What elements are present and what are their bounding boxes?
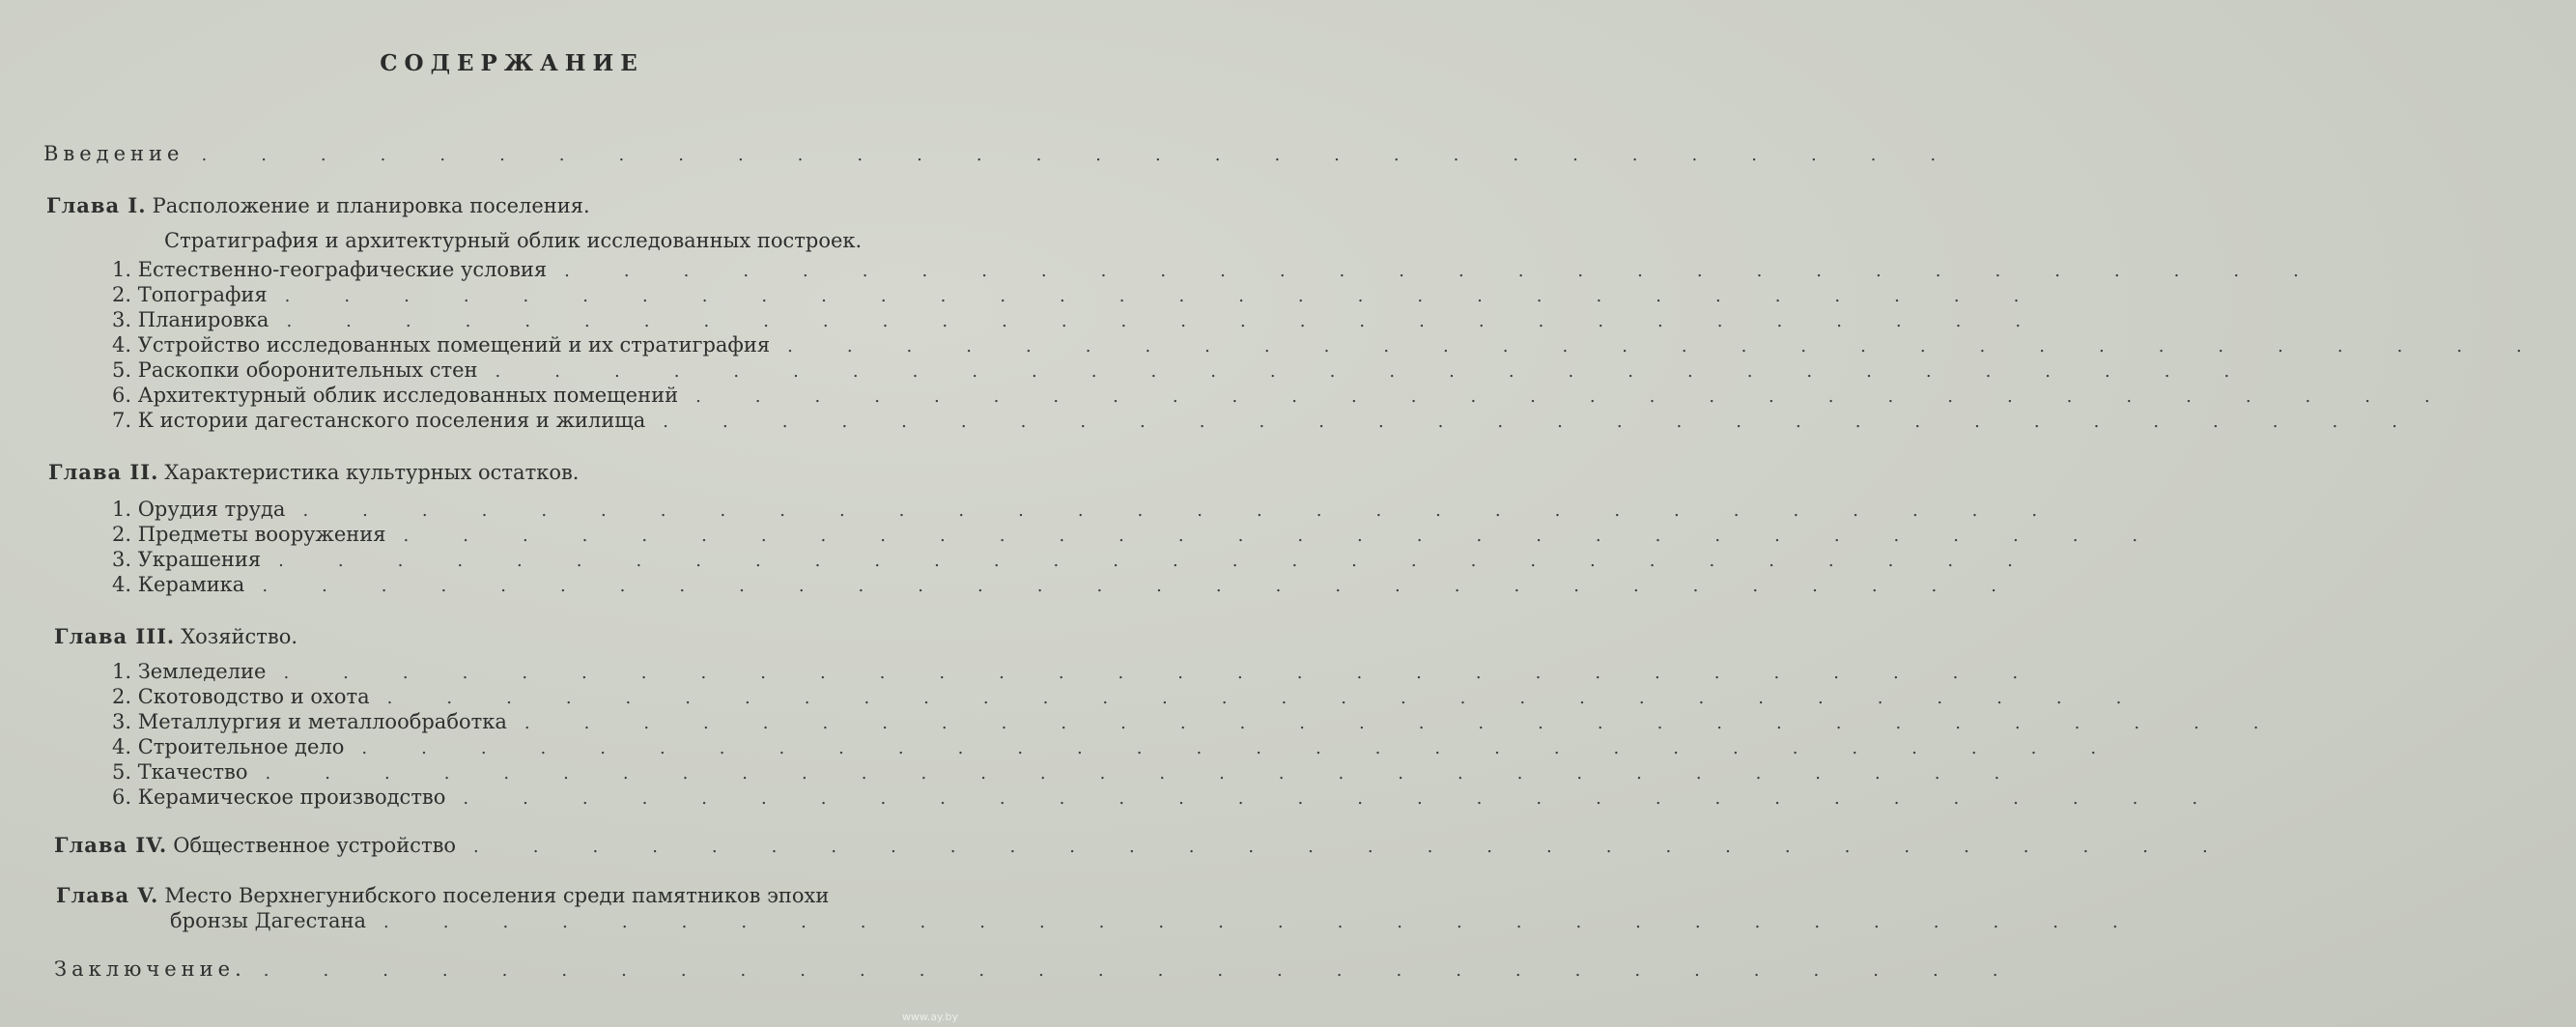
toc-item[interactable] — [112, 383, 2484, 408]
leader-dots: .............................. — [403, 526, 2193, 546]
leader-dots: .............................. — [564, 261, 2353, 281]
leader-dots: .............................. — [383, 912, 2172, 932]
toc-item[interactable] — [112, 659, 2073, 684]
watermark: www.ay.by — [901, 1011, 958, 1023]
toc-item-label: 4. Керамика — [112, 573, 245, 596]
toc-intro-label: Введение — [43, 142, 184, 165]
toc-item[interactable] — [112, 408, 2451, 433]
toc-item-label: 2. Предметы вооружения — [112, 523, 386, 546]
leader-dots: .............................. — [463, 788, 2252, 809]
leader-dots: .............................. — [695, 386, 2484, 407]
toc-item-label: 3. Металлургия и металлообработка — [112, 710, 507, 733]
chapter-title: Место Верхнегунибского поселения среди памятников эпохи — [164, 884, 830, 907]
toc-item[interactable] — [112, 357, 2284, 383]
chapter-title: Общественное устройство — [173, 834, 457, 857]
toc-item[interactable] — [112, 759, 2054, 785]
toc-chapter-4[interactable] — [54, 833, 2262, 858]
chapter-label: Глава IV. — [54, 833, 168, 857]
toc-item[interactable] — [112, 709, 2313, 734]
toc-item-label: 6. Архитектурный облик исследованных помещений — [112, 384, 679, 407]
leader-dots: .............................. — [265, 763, 2054, 784]
leader-dots: .............................. — [286, 311, 2076, 331]
toc-conclusion-label: Заключение. — [54, 957, 246, 981]
leader-dots: .............................. — [278, 551, 2067, 571]
leader-dots: .............................. — [263, 960, 2052, 981]
leader-dots: .............................. — [262, 576, 2051, 596]
toc-item-label: 7. К истории дагестанского поселения и жилища — [112, 409, 646, 432]
leader-dots: .............................. — [473, 837, 2262, 857]
toc-chapter-5[interactable] — [56, 883, 829, 908]
chapter-title-cont: бронзы Дагестана — [170, 909, 367, 932]
toc-item-label: 5. Раскопки оборонительных стен — [112, 358, 478, 382]
chapter-label: Глава V. — [56, 883, 159, 907]
toc-item[interactable] — [112, 522, 2193, 547]
toc-item[interactable] — [112, 332, 2576, 357]
toc-item-label: 1. Орудия труда — [112, 498, 286, 521]
chapter-label: Глава I. — [46, 193, 147, 217]
toc-item-label: 3. Планировка — [112, 308, 269, 331]
leader-dots: .............................. — [663, 412, 2451, 432]
chapter-title: Характеристика культурных остатков. — [164, 461, 580, 484]
toc-item-label: 1. Земледелие — [112, 660, 267, 683]
chapter-label: Глава II. — [48, 460, 159, 484]
toc-chapter-2[interactable] — [48, 460, 579, 485]
toc-item-label: 1. Естественно-географические условия — [112, 258, 548, 281]
toc-item[interactable] — [112, 785, 2252, 810]
toc-item[interactable] — [112, 547, 2067, 572]
leader-dots: .............................. — [787, 336, 2576, 357]
page-title: СОДЕРЖАНИЕ — [380, 50, 644, 76]
toc-chapter-1[interactable] — [46, 193, 590, 218]
leader-dots: .............................. — [524, 713, 2313, 733]
toc-item-label: 2. Скотоводство и охота — [112, 685, 370, 708]
leader-dots: .............................. — [302, 500, 2092, 521]
leader-dots: .............................. — [201, 145, 1991, 165]
chapter-title: Хозяйство. — [181, 625, 298, 648]
toc-item-label: 2. Топография — [112, 283, 268, 306]
chapter-1-subtitle: Стратиграфия и архитектурный облик исследованных построек. — [164, 229, 863, 252]
leader-dots: .............................. — [283, 663, 2073, 683]
toc-intro[interactable] — [43, 141, 1991, 166]
leader-dots: .............................. — [361, 738, 2151, 758]
leader-dots: .............................. — [495, 361, 2284, 382]
toc-item-label: 4. Устройство исследованных помещений и их стратиграфия — [112, 333, 771, 357]
toc-item[interactable] — [112, 572, 2051, 597]
toc-item[interactable] — [112, 282, 2074, 307]
toc-item[interactable] — [112, 257, 2353, 282]
leader-dots: .............................. — [284, 286, 2074, 306]
toc-item-label: 4. Строительное дело — [112, 735, 345, 758]
toc-item-label: 5. Ткачество — [112, 760, 248, 784]
toc-item[interactable] — [112, 684, 2176, 709]
chapter-title: Расположение и планировка поселения. — [152, 194, 590, 217]
toc-item-label: 6. Керамическое производство — [112, 785, 446, 809]
toc-conclusion[interactable] — [54, 956, 2052, 982]
chapter-label: Глава III. — [54, 624, 176, 648]
toc-item-label: 3. Украшения — [112, 548, 262, 571]
toc-item[interactable] — [112, 307, 2076, 332]
chapter-5-title-cont — [170, 908, 2172, 933]
toc-chapter-3[interactable] — [54, 624, 297, 649]
leader-dots: .............................. — [386, 688, 2176, 708]
toc-item[interactable] — [112, 734, 2151, 759]
toc-item[interactable] — [112, 497, 2092, 522]
